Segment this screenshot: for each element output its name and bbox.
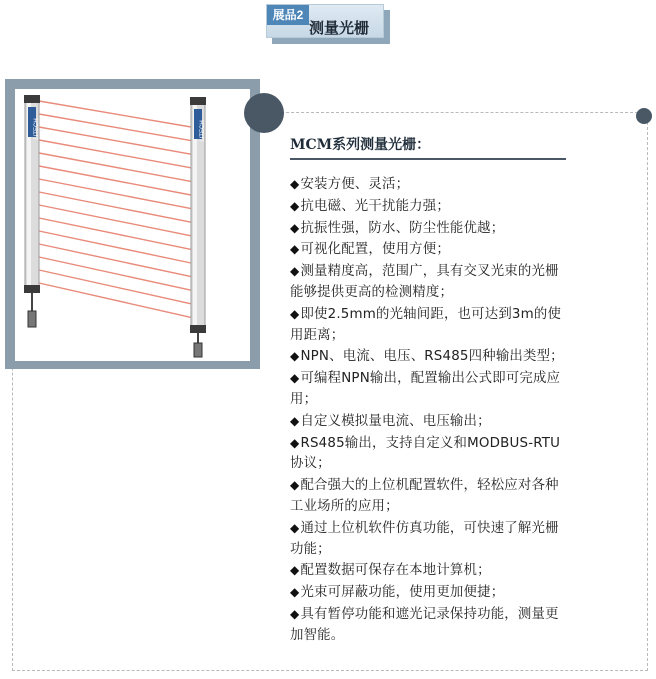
feature-item	[290, 433, 566, 476]
bullet-diamond-icon: ◆	[290, 177, 300, 191]
bullet-diamond-icon: ◆	[290, 478, 300, 493]
feature-item	[290, 346, 566, 368]
section-title: MCM系列测量光栅：	[290, 134, 566, 160]
feature-item	[290, 261, 566, 304]
bullet-diamond-icon: ◆	[290, 435, 300, 450]
bullet-diamond-icon: ◆	[290, 563, 300, 578]
light-beam	[39, 231, 191, 263]
light-beam	[39, 283, 191, 317]
light-beam	[39, 244, 191, 277]
bullet-diamond-icon: ◆	[290, 371, 300, 386]
feature-text: 具有暂停功能和遮光记录保持功能，测量更加智能。	[290, 606, 559, 643]
light-beams	[39, 101, 191, 317]
feature-text: 配置数据可保存在本地计算机；	[300, 563, 491, 579]
feature-item	[290, 196, 566, 218]
bullet-diamond-icon: ◆	[290, 306, 300, 321]
feature-text: 光束可屏蔽功能，使用更加便捷；	[300, 585, 505, 601]
feature-item	[290, 368, 566, 411]
light-curtain-illustration	[15, 89, 250, 361]
light-beam	[39, 179, 191, 209]
feature-text: NPN、电流、电压、RS485四种输出类型；	[300, 349, 564, 365]
badge-tag: 展品2	[267, 5, 309, 25]
feature-item	[290, 582, 566, 604]
product-photo	[15, 89, 250, 361]
bullet-diamond-icon: ◆	[290, 413, 300, 428]
light-beam	[39, 127, 191, 154]
feature-text: RS485输出，支持自定义和MODBUS-RTU协议；	[290, 435, 561, 472]
light-beam	[39, 166, 191, 195]
title-badge	[262, 2, 390, 42]
light-beam	[39, 218, 191, 249]
feature-text: 通过上位机软件仿真功能，可快速了解光栅功能；	[290, 520, 559, 557]
feature-text: 测量精度高，范围广，具有交叉光束的光栅能够提供更高的检测精度；	[290, 264, 559, 300]
light-beam	[39, 114, 191, 141]
feature-text: 即使2.5mm的光轴间距，也可达到3m的使用距离；	[290, 306, 562, 343]
badge-panel	[266, 4, 384, 38]
emitter-brand-label: LITECH	[34, 118, 40, 140]
feature-item	[290, 560, 566, 582]
receiver-brand-label: LITECH	[200, 120, 206, 142]
bullet-diamond-icon: ◆	[290, 264, 300, 279]
bullet-diamond-icon: ◆	[290, 198, 300, 213]
feature-section	[290, 134, 580, 647]
feature-text: 安装方便、灵活；	[300, 177, 410, 192]
bullet-diamond-icon: ◆	[290, 242, 300, 257]
bullet-diamond-icon: ◆	[290, 220, 300, 235]
bullet-diamond-icon: ◆	[290, 585, 300, 600]
decorative-dot	[244, 93, 284, 133]
product-photo-panel	[5, 79, 260, 369]
bullet-diamond-icon: ◆	[290, 520, 300, 535]
feature-text: 可编程NPN输出，配置输出公式即可完成应用；	[290, 371, 561, 407]
feature-item	[290, 218, 566, 240]
feature-item	[290, 174, 566, 196]
light-beam	[39, 205, 191, 236]
feature-list	[290, 174, 580, 647]
feature-item	[290, 604, 566, 647]
feature-item	[290, 304, 566, 347]
light-beam	[39, 192, 191, 222]
light-beam	[39, 270, 191, 304]
feature-item	[290, 239, 566, 261]
light-beam	[39, 257, 191, 290]
light-beam	[39, 101, 191, 127]
feature-text: 抗振性强，防水、防尘性能优越；	[300, 220, 505, 236]
light-beam	[39, 140, 191, 168]
feature-text: 自定义模拟量电流、电压输出；	[300, 413, 491, 429]
light-beam	[39, 153, 191, 181]
feature-text: 抗电磁、光干扰能力强；	[300, 198, 450, 214]
feature-text: 配合强大的上位机配置软件，轻松应对各种工业场所的应用；	[290, 478, 559, 514]
feature-item	[290, 475, 566, 518]
feature-item	[290, 411, 566, 433]
bullet-diamond-icon: ◆	[290, 606, 300, 621]
feature-text: 可视化配置，使用方便；	[300, 242, 450, 258]
bullet-diamond-icon: ◆	[290, 349, 300, 364]
feature-item	[290, 518, 566, 561]
frame-corner-dot	[636, 108, 652, 124]
badge-title: 测量光栅	[309, 19, 370, 37]
